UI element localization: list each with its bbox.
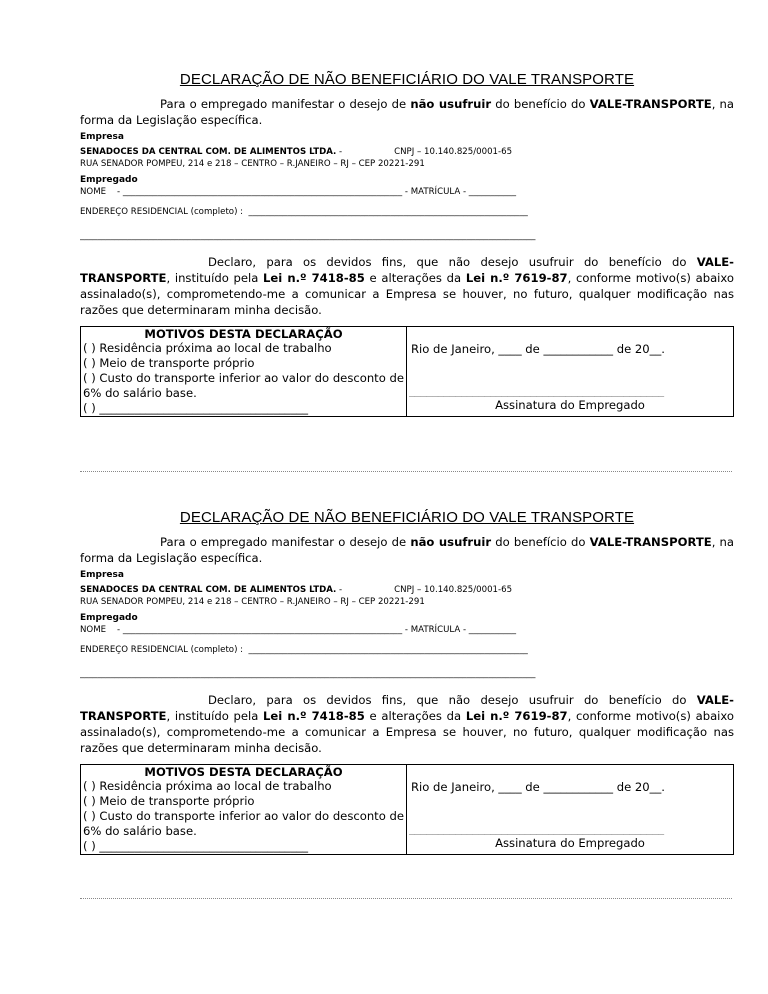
- endereco-field[interactable]: _________________________________________________________________: [248, 645, 528, 655]
- endereco-continuation-field[interactable]: __________________________________________________________________________________________________________: [80, 231, 536, 241]
- nome-field[interactable]: - _________________________________________________________________: [116, 625, 403, 635]
- endereco-continuation-field[interactable]: __________________________________________________________________________________________________________: [80, 669, 536, 679]
- motivos-cell: [81, 765, 407, 855]
- company-line: SENADOCES DA CENTRAL COM. DE ALIMENTOS LTDA. - CNPJ – 10.140.825/0001-65: [80, 147, 513, 157]
- motivos-title: MOTIVOS DESTA DECLARAÇÃO: [144, 327, 343, 341]
- company-address: RUA SENADOR POMPEU, 214 e 218 – CENTRO – R.JANEIRO – RJ – CEP 20221-291: [80, 597, 425, 607]
- cnpj: CNPJ – 10.140.825/0001-65: [394, 147, 513, 157]
- cnpj: CNPJ – 10.140.825/0001-65: [394, 585, 513, 595]
- nome-label: NOME: [80, 625, 107, 635]
- declaration-paragraph: Declaro, para os devidos fins, que não desejo usufruir do benefício do VALE-TRANSPORTE, instituído pela Lei n.º 7418-85 e alterações da Lei n.º 7619-87, conforme motivo(s) abaixo assinalado(s), comprometendo-me a comunicar a Empresa se houver, no futuro, qualquer modificação nas razões que determinaram minha decisão.: [80, 693, 734, 755]
- motivo-option[interactable]: ( ) Meio de transporte próprio: [83, 794, 255, 808]
- motivos-title: MOTIVOS DESTA DECLARAÇÃO: [144, 765, 343, 779]
- cut-line: [80, 471, 732, 472]
- cut-line: [80, 898, 732, 899]
- motivo-option[interactable]: ( ) Custo do transporte inferior ao valor do desconto de 6% do salário base.: [83, 809, 404, 838]
- date-line[interactable]: Rio de Janeiro, ____ de ____________ de 20__.: [411, 342, 665, 356]
- motivos-cell: [81, 327, 407, 417]
- company-line: SENADOCES DA CENTRAL COM. DE ALIMENTOS LTDA. - CNPJ – 10.140.825/0001-65: [80, 585, 513, 595]
- empresa-label: Empresa: [80, 132, 124, 142]
- empresa-label: Empresa: [80, 570, 124, 580]
- motivo-option[interactable]: ( ) Residência próxima ao local de trabalho: [83, 779, 332, 793]
- intro-paragraph: Para o empregado manifestar o desejo de não usufruir do benefício do VALE-TRANSPORTE, na forma da Legislação específica.: [80, 97, 735, 127]
- company-address: RUA SENADOR POMPEU, 214 e 218 – CENTRO – R.JANEIRO – RJ – CEP 20221-291: [80, 159, 425, 169]
- company-name: SENADOCES DA CENTRAL COM. DE ALIMENTOS LTDA.: [80, 585, 337, 595]
- matricula-field[interactable]: - MATRÍCULA - ___________: [404, 187, 517, 197]
- signature-field[interactable]: ____________________________________________: [409, 823, 665, 835]
- motivos-table: [80, 764, 734, 855]
- declaration-form-1: [80, 70, 734, 417]
- signature-label: Assinatura do Empregado: [495, 836, 645, 850]
- empregado-label: Empregado: [80, 613, 138, 623]
- date-line[interactable]: Rio de Janeiro, ____ de ____________ de 20__.: [411, 780, 665, 794]
- endereco-field[interactable]: _________________________________________________________________: [248, 207, 528, 217]
- motivo-option[interactable]: ( ) ____________________________________: [83, 401, 309, 415]
- motivos-table: [80, 326, 734, 417]
- signature-cell: [407, 327, 734, 417]
- declaration-form-2: [80, 508, 734, 855]
- signature-cell: [407, 765, 734, 855]
- nome-row: [80, 186, 734, 198]
- nome-row: [80, 624, 734, 636]
- company-name: SENADOCES DA CENTRAL COM. DE ALIMENTOS LTDA.: [80, 147, 337, 157]
- form-title: DECLARAÇÃO DE NÃO BENEFICIÁRIO DO VALE TRANSPORTE: [179, 509, 635, 526]
- endereco-label: ENDEREÇO RESIDENCIAL (completo) :: [80, 207, 244, 217]
- signature-field[interactable]: ____________________________________________: [409, 385, 665, 397]
- intro-paragraph: Para o empregado manifestar o desejo de não usufruir do benefício do VALE-TRANSPORTE, na forma da Legislação específica.: [80, 535, 735, 565]
- endereco-row: [80, 644, 734, 656]
- motivo-option[interactable]: ( ) Residência próxima ao local de trabalho: [83, 341, 332, 355]
- empregado-label: Empregado: [80, 175, 138, 185]
- form-title: DECLARAÇÃO DE NÃO BENEFICIÁRIO DO VALE TRANSPORTE: [179, 71, 635, 88]
- nome-label: NOME: [80, 187, 107, 197]
- endereco-label: ENDEREÇO RESIDENCIAL (completo) :: [80, 645, 244, 655]
- declaration-paragraph: Declaro, para os devidos fins, que não desejo usufruir do benefício do VALE-TRANSPORTE, instituído pela Lei n.º 7418-85 e alterações da Lei n.º 7619-87, conforme motivo(s) abaixo assinalado(s), comprometendo-me a comunicar a Empresa se houver, no futuro, qualquer modificação nas razões que determinaram minha decisão.: [80, 255, 734, 317]
- motivo-option[interactable]: ( ) ____________________________________: [83, 839, 309, 853]
- matricula-field[interactable]: - MATRÍCULA - ___________: [404, 625, 517, 635]
- motivo-option[interactable]: ( ) Custo do transporte inferior ao valor do desconto de 6% do salário base.: [83, 371, 404, 400]
- endereco-row: [80, 206, 734, 218]
- signature-label: Assinatura do Empregado: [495, 398, 645, 412]
- nome-field[interactable]: - _________________________________________________________________: [116, 187, 403, 197]
- motivo-option[interactable]: ( ) Meio de transporte próprio: [83, 356, 255, 370]
